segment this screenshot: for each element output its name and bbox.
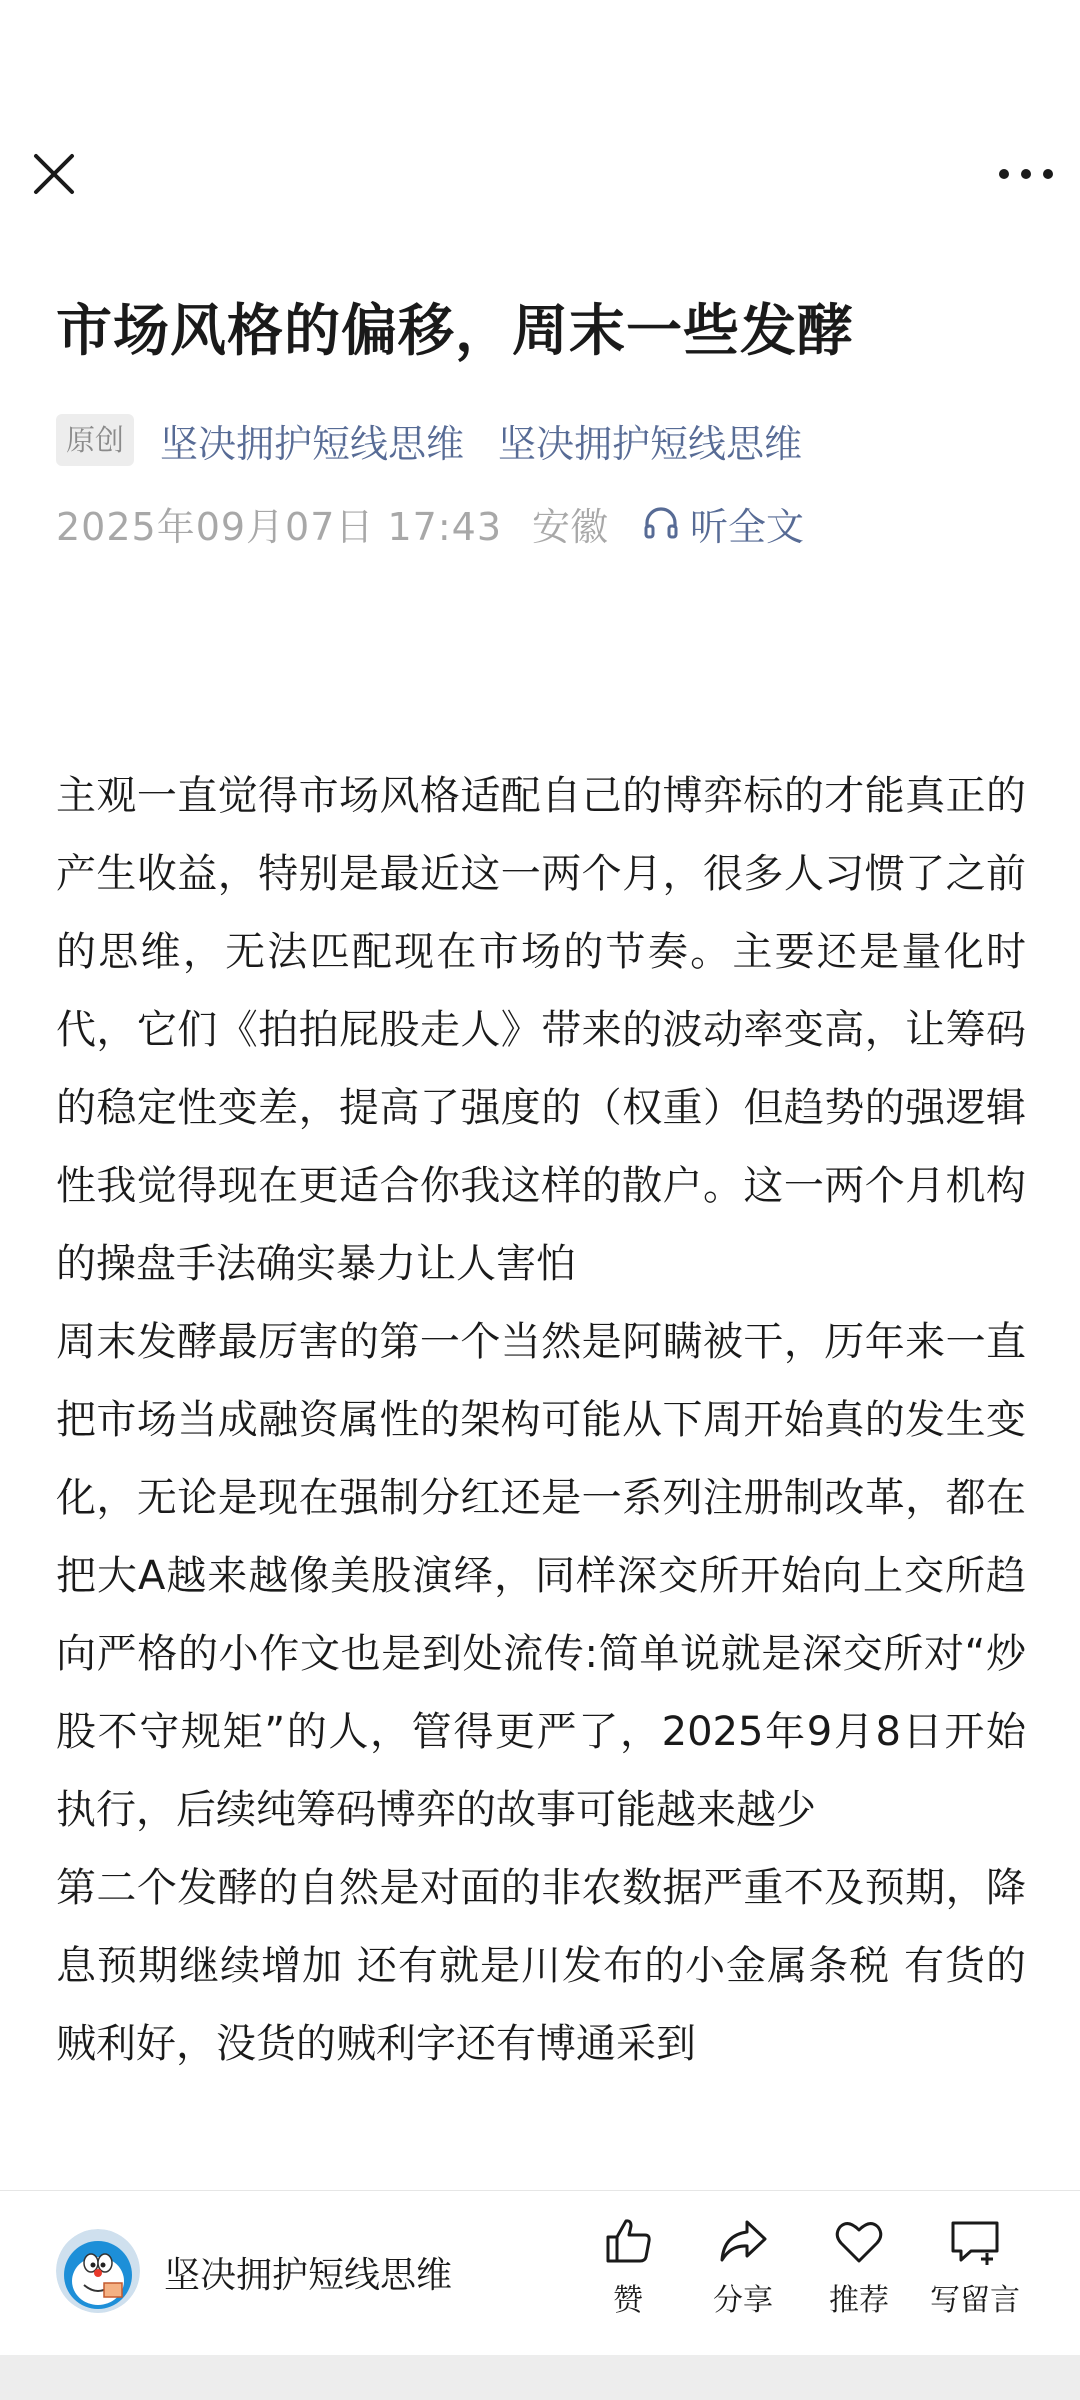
bottom-action-bar — [0, 2190, 1080, 2356]
comment-label: 写留言 — [930, 2283, 1020, 2318]
article-body — [56, 757, 1026, 2190]
article-meta-row — [56, 412, 836, 468]
account-link[interactable]: 坚决拥护短线思维 — [498, 421, 803, 466]
article-paragraph: 第二个发酵的自然是对面的非农数据严重不及预期，降息预期继续增加 还有就是川发布的小金属条税 有货的贼利好，没货的贼利字还有博通采到 — [56, 1865, 1026, 2067]
share-icon — [715, 2213, 771, 2269]
like-button[interactable] — [573, 2213, 683, 2319]
close-button[interactable] — [26, 146, 82, 202]
heart-icon — [831, 2213, 887, 2269]
share-label: 分享 — [713, 2283, 773, 2318]
author-link[interactable]: 坚决拥护短线思维 — [160, 421, 465, 466]
listen-label: 听全文 — [690, 504, 805, 549]
listen-button[interactable] — [642, 496, 804, 551]
comment-button[interactable] — [920, 2213, 1030, 2319]
article-title: 市场风格的偏移，周末一些发酵 — [56, 299, 854, 364]
headphones-icon — [642, 504, 680, 542]
publish-date: 2025年09月07日 17:43 — [56, 504, 503, 549]
bottom-author-name[interactable]: 坚决拥护短线思维 — [164, 2255, 453, 2296]
top-navigation-bar — [0, 0, 1080, 250]
like-label: 赞 — [613, 2283, 643, 2318]
more-options-button[interactable] — [994, 146, 1058, 202]
share-button[interactable] — [688, 2213, 798, 2319]
avatar-image — [56, 2229, 140, 2313]
author-avatar[interactable] — [56, 2229, 140, 2313]
publish-region: 安徽 — [532, 504, 609, 549]
thumbs-up-icon — [600, 2213, 656, 2269]
comment-plus-icon — [947, 2213, 1003, 2269]
recommend-button[interactable] — [804, 2213, 914, 2319]
original-badge: 原创 — [56, 414, 134, 466]
gesture-area — [0, 2355, 1080, 2400]
article-info-row — [56, 495, 804, 551]
close-icon — [26, 146, 82, 202]
article-paragraph: 周末发酵最厉害的第一个当然是阿瞒被干，历年来一直把市场当成融资属性的架构可能从下周开始真的发生变化，无论是现在强制分红还是一系列注册制改革，都在把大A越来越像美股演绎，同样深交所开始向上交所趋向严格的小作文也是到处流传:简单说就是深交所对“炒股不守规矩”的人，管得更严了，2025年9月8日开始执行，后续纯筹码博弈的故事可能越来越少 — [56, 1319, 1026, 1833]
recommend-label: 推荐 — [829, 2283, 889, 2318]
article-paragraph: 主观一直觉得市场风格适配自己的博弈标的才能真正的产生收益，特别是最近这一两个月，很多人习惯了之前的思维，无法匹配现在市场的节奏。主要还是量化时代，它们《拍拍屁股走人》带来的波动率变高，让筹码的稳定性变差，提高了强度的（权重）但趋势的强逻辑性我觉得现在更适合你我这样的散户。这一两个月机构的操盘手法确实暴力让人害怕 — [56, 773, 1026, 1287]
more-icon — [994, 146, 1058, 202]
